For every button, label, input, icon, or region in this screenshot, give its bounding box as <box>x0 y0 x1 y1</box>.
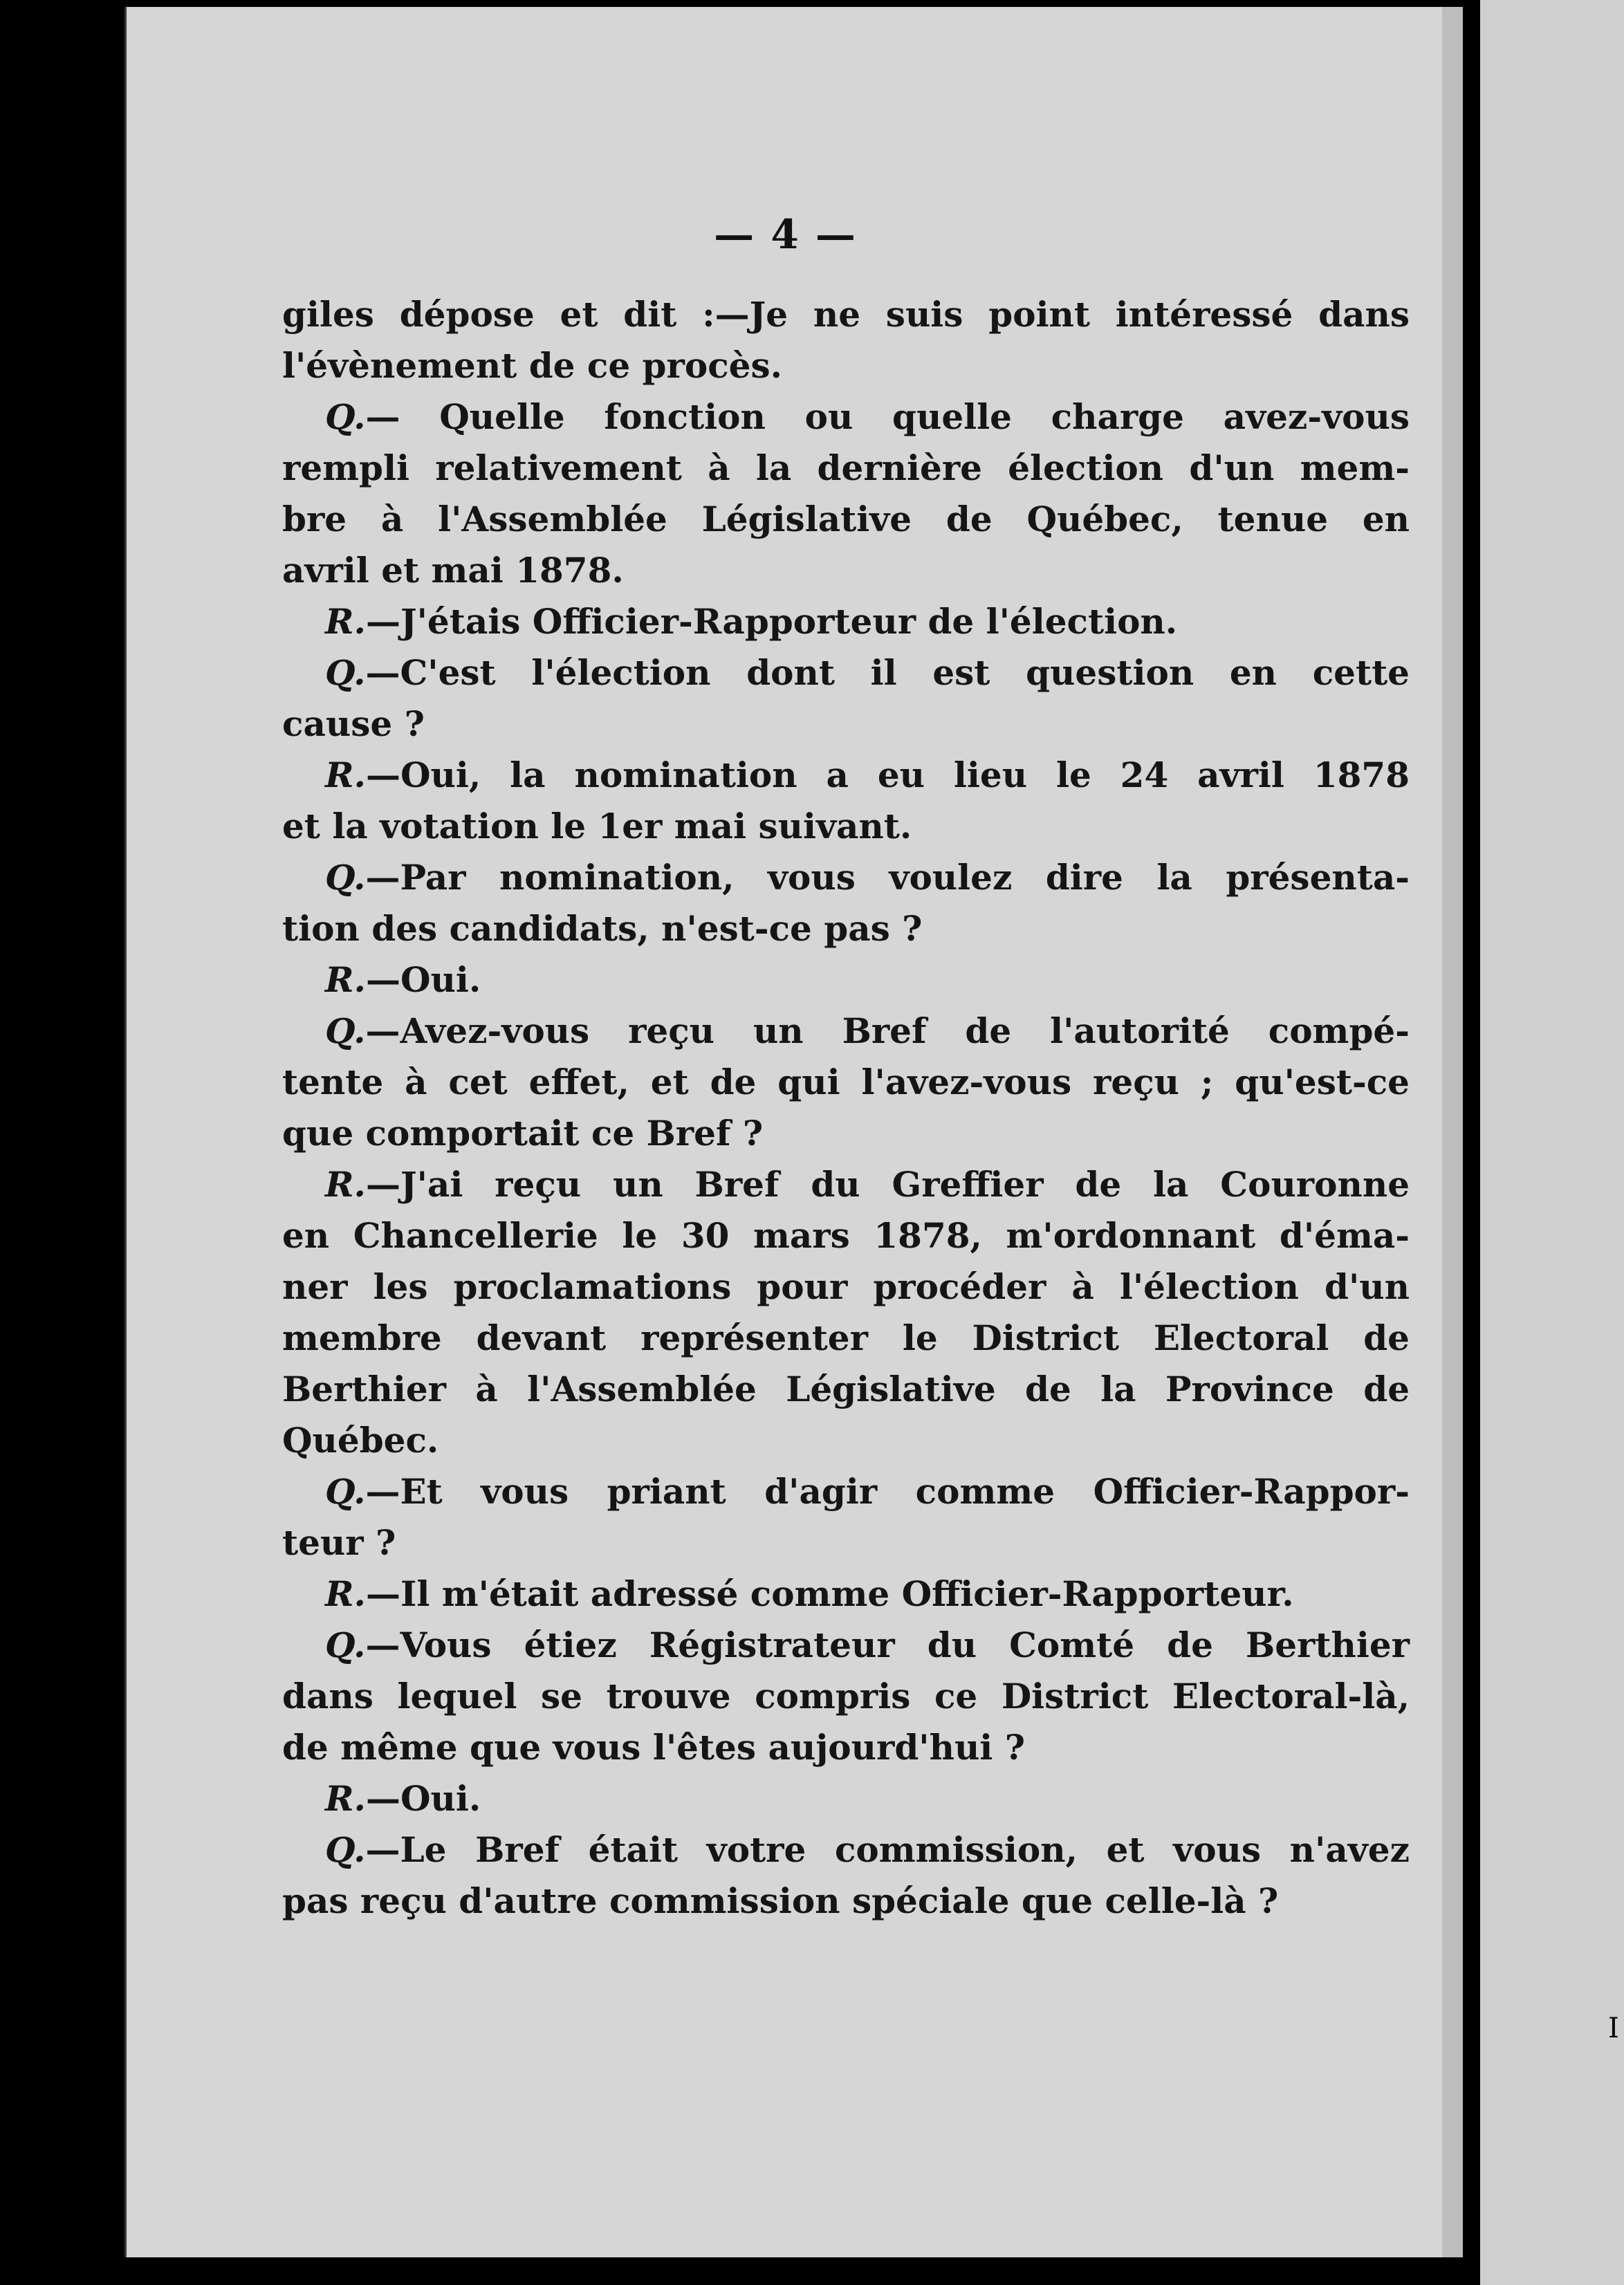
line-text: —Par nomination, vous voulez dire la présenta- <box>365 857 1410 898</box>
adjacent-page <box>1480 0 1624 2285</box>
line-text: tente à cet effet, et de qui l'avez-vous reçu ; qu'est-ce <box>282 1062 1410 1102</box>
text-line <box>282 750 1410 801</box>
line-text: bre à l'Assemblée Législative de Québec, tenue en <box>282 499 1410 539</box>
text-line <box>282 954 1410 1006</box>
adjacent-page-mark: I <box>1608 2013 1619 2044</box>
line-text: que comportait ce Bref ? <box>282 1113 764 1154</box>
line-text: teur ? <box>282 1522 396 1563</box>
text-line <box>282 801 1410 852</box>
speaker-marker: R. <box>325 1778 366 1819</box>
text-line <box>282 852 1410 903</box>
line-text: cause ? <box>282 703 425 744</box>
line-text: —J'étais Officier-Rapporteur de l'élection. <box>365 601 1178 642</box>
speaker-marker: Q. <box>325 1625 366 1665</box>
speaker-marker: R. <box>325 1573 366 1614</box>
line-text: de même que vous l'êtes aujourd'hui ? <box>282 1727 1025 1768</box>
speaker-marker: R. <box>325 1164 366 1205</box>
line-text: —Il m'était adressé comme Officier-Rapporteur. <box>365 1573 1294 1614</box>
line-text: dans lequel se trouve compris ce District Electoral-là, <box>282 1676 1410 1717</box>
text-line <box>282 443 1410 494</box>
line-text: —Vous étiez Régistrateur du Comté de Berthier <box>365 1625 1410 1665</box>
text-line <box>282 1876 1410 1927</box>
speaker-marker: R. <box>325 601 366 642</box>
line-text: tion des candidats, n'est-ce pas ? <box>282 908 923 949</box>
speaker-marker: Q. <box>325 1829 366 1870</box>
text-line <box>282 1006 1410 1057</box>
line-text: ner les proclamations pour procéder à l'élection d'un <box>282 1266 1410 1307</box>
book-page <box>124 7 1444 2257</box>
text-line <box>282 596 1410 647</box>
line-text: —J'ai reçu un Bref du Greffier de la Couronne <box>365 1164 1410 1205</box>
line-text: rempli relativement à la dernière élection d'un mem- <box>282 447 1410 488</box>
text-line <box>282 647 1410 699</box>
page-edge <box>1442 7 1463 2257</box>
text-line <box>282 1722 1410 1773</box>
line-text: —Oui. <box>365 959 481 1000</box>
text-line <box>282 1569 1410 1620</box>
speaker-marker: Q. <box>325 1010 366 1051</box>
text-line <box>282 1057 1410 1108</box>
speaker-marker: R. <box>325 959 366 1000</box>
line-text: —Le Bref était votre commission, et vous n'avez <box>365 1829 1410 1870</box>
speaker-marker: Q. <box>325 1471 366 1512</box>
line-text: —Et vous priant d'agir comme Officier-Rappor- <box>365 1471 1410 1512</box>
text-line <box>282 340 1410 391</box>
text-line <box>282 1159 1410 1210</box>
line-text: en Chancellerie le 30 mars 1878, m'ordonnant d'éma- <box>282 1215 1410 1256</box>
speaker-marker: Q. <box>325 652 366 693</box>
text-line <box>282 494 1410 545</box>
page-body-text <box>282 289 1410 1927</box>
line-text: — Quelle fonction ou quelle charge avez-vous <box>365 396 1410 437</box>
line-text: —C'est l'élection dont il est question en cette <box>365 652 1410 693</box>
line-text: giles dépose et dit :—Je ne suis point intéressé dans <box>282 294 1410 335</box>
line-text: Berthier à l'Assemblée Législative de la Province de <box>282 1369 1410 1409</box>
line-text: pas reçu d'autre commission spéciale que celle-là ? <box>282 1880 1279 1921</box>
line-text: l'évènement de ce procès. <box>282 345 783 386</box>
text-line <box>282 903 1410 954</box>
text-line <box>282 1620 1410 1671</box>
speaker-marker: Q. <box>325 857 366 898</box>
page-number: — 4 — <box>714 211 857 258</box>
text-line <box>282 1773 1410 1824</box>
line-text: —Oui, la nomination a eu lieu le 24 avril 1878 <box>365 755 1410 795</box>
text-line <box>282 1415 1410 1466</box>
text-line <box>282 1261 1410 1313</box>
text-line <box>282 1466 1410 1517</box>
line-text: —Avez-vous reçu un Bref de l'autorité compé- <box>365 1010 1410 1051</box>
text-line <box>282 1364 1410 1415</box>
text-line <box>282 1824 1410 1876</box>
text-line <box>282 1671 1410 1722</box>
text-line <box>282 1517 1410 1569</box>
text-line <box>282 1108 1410 1159</box>
text-line <box>282 391 1410 443</box>
speaker-marker: Q. <box>325 396 366 437</box>
text-line <box>282 289 1410 340</box>
line-text: —Oui. <box>365 1778 481 1819</box>
line-text: avril et mai 1878. <box>282 550 624 591</box>
line-text: et la votation le 1er mai suivant. <box>282 806 912 847</box>
line-text: membre devant représenter le District Electoral de <box>282 1317 1410 1358</box>
text-line <box>282 699 1410 750</box>
text-line <box>282 545 1410 596</box>
line-text: Québec. <box>282 1420 439 1461</box>
speaker-marker: R. <box>325 755 366 795</box>
text-line <box>282 1210 1410 1261</box>
text-line <box>282 1313 1410 1364</box>
